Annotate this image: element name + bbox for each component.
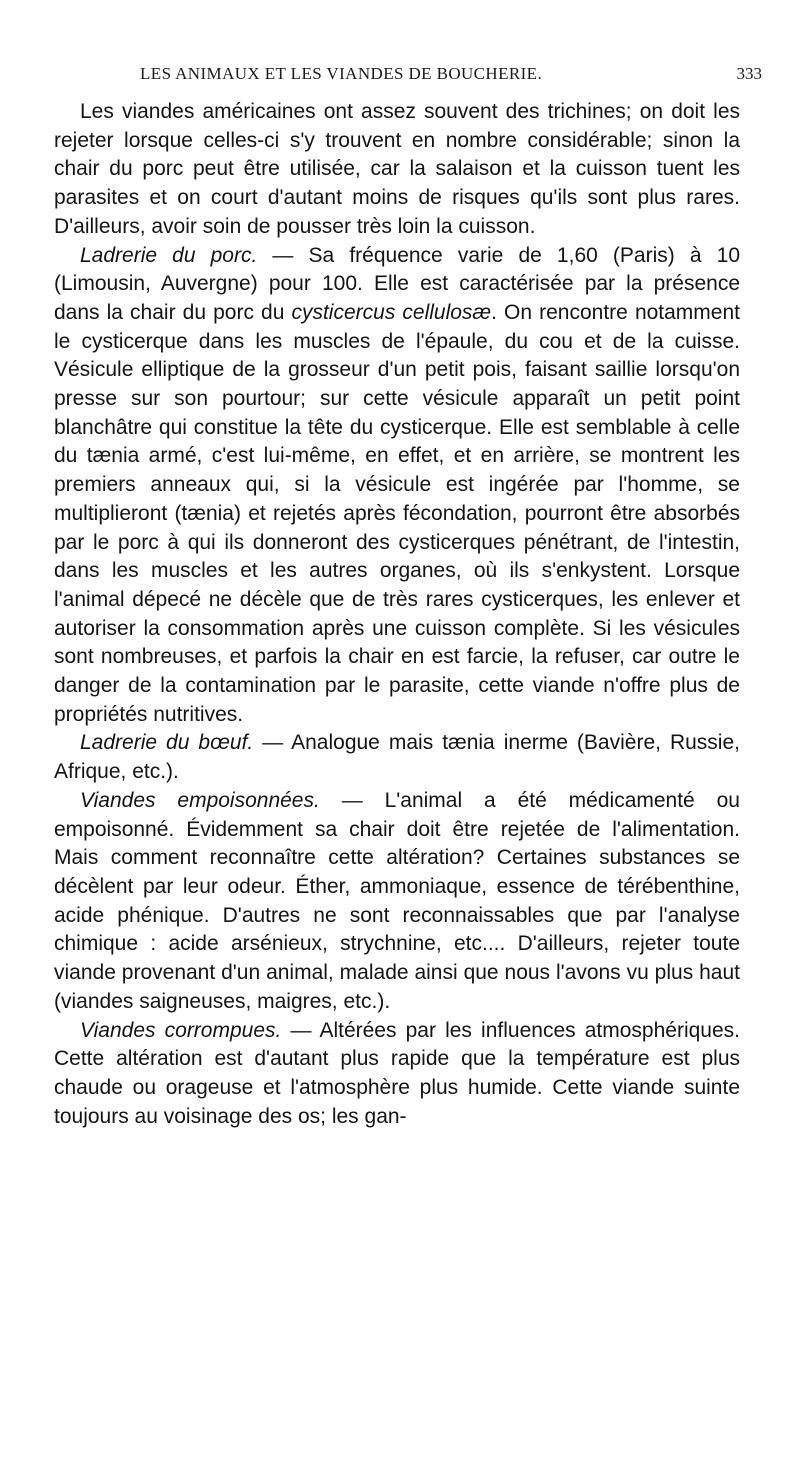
section-heading: Ladrerie du porc.: [80, 243, 258, 267]
paragraph-viandes-corrompues: [54, 1017, 740, 1132]
paragraph-text: Les viandes américaines ont assez souvent des trichines; on doit les rejeter lorsque celles-ci s'y trouvent en nombre considérable; sinon la chair du porc peut être utilisée, car la salaison et la cuisson tuent les parasites et on court d'autant moins de risques qu'ils sont plus rares. D'ailleurs, avoir soin de pousser très loin la cuisson.: [54, 100, 740, 238]
paragraph-text: — Sa fréquence varie de 1,60 (Paris) à 10 (Limousin, Auvergne) pour 100. Elle est caractérisée par la présence dans la chair du porc du: [54, 243, 740, 324]
page-number: 333: [736, 64, 762, 83]
running-head: [140, 64, 762, 88]
section-heading: Viandes empoisonnées.: [80, 788, 320, 812]
paragraph-viandes-empoisonnees: [54, 787, 740, 1017]
paragraph-text: — L'animal a été médicamenté ou empoisonné. Évidemment sa chair doit être rejetée de l'alimentation. Mais comment reconnaître cette altération? Certaines substances se décèlent par leur odeur. Éther, ammoniaque, essence de térébenthine, acide phénique. D'autres ne sont reconnaissables que par l'analyse chimique : acide arsénieux, strychnine, etc.... D'ailleurs, rejeter toute viande provenant d'un animal, malade ainsi que nous l'avons vu plus haut (viandes saigneuses, maigres, etc.).: [54, 788, 740, 1013]
paragraph-ladrerie-porc: [54, 242, 740, 730]
paragraph-ladrerie-boeuf: [54, 729, 740, 786]
section-heading: Viandes corrompues.: [80, 1018, 282, 1042]
paragraph-text: — Analogue mais tænia inerme (Bavière, Russie, Afrique, etc.).: [54, 731, 740, 784]
running-title: LES ANIMAUX ET LES VIANDES DE BOUCHERIE.: [140, 64, 543, 83]
paragraph-text: — Altérées par les influences atmosphériques. Cette altération est d'autant plus rapide que la température est plus chaude ou orageuse et l'atmosphère plus humide. Cette viande suinte toujours au voisinage des os; les gan-: [54, 1018, 740, 1128]
paragraph-trichines: [54, 98, 740, 242]
section-heading: Ladrerie du bœuf.: [80, 731, 254, 755]
paragraph-text: . On rencontre notamment le cysticerque dans les muscles de l'épaule, du cou et de la cuisse. Vésicule elliptique de la grosseur d'un petit pois, faisant saillie lorsqu'on presse sur son pourtour; sur cette vésicule apparaît un petit point blanchâtre qui constitue la tête du cysticerque. Elle est semblable à celle du tænia armé, c'est lui-même, en effet, et en arrière, se montrent les premiers anneaux qui, si la vésicule est ingérée par l'homme, se multiplieront (tænia) et rejetés après fécondation, pourront être absorbés par le porc à qui ils donneront des cysticerques pénétrant, de l'intestin, dans les muscles et les autres organes, où ils s'enkystent. Lorsque l'animal dépecé ne décèle que de très rares cysticerques, les enlever et autoriser la consommation après une cuisson complète. Si les vésicules sont nombreuses, et parfois la chair en est farcie, la refuser, car outre le danger de la contamination par le parasite, cette viande n'offre plus de propriétés nutritives.: [54, 300, 740, 726]
latin-term: cysticercus cellulosæ: [291, 300, 492, 324]
body-text: [54, 98, 740, 1131]
